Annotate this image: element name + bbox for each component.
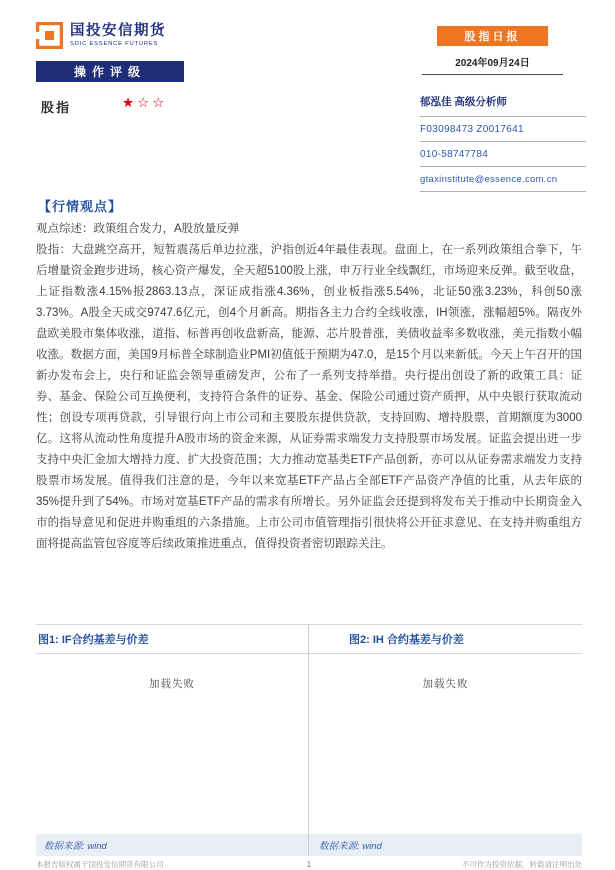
figure-1-chart-area bbox=[36, 654, 308, 834]
analyst-credentials: F03098473 Z0017641 bbox=[420, 117, 586, 142]
summary-line: 观点综述：政策组合发力，A股放量反弹 bbox=[36, 223, 240, 235]
company-name-cn: 国投安信期货 bbox=[70, 22, 166, 39]
figure-1-title: 图1: IF合约基差与价差 bbox=[36, 625, 308, 654]
rating-section-badge: 操作评级 bbox=[36, 61, 184, 82]
rating-stars: ★☆☆ bbox=[122, 95, 168, 110]
page-number: 1 bbox=[306, 860, 312, 869]
analyst-info bbox=[420, 92, 586, 192]
figure-1 bbox=[36, 625, 309, 856]
company-logo-icon bbox=[36, 22, 63, 49]
instrument-name: 股指 bbox=[41, 100, 72, 115]
body-paragraph: 股指：大盘跳空高开，短暂震荡后单边拉涨，沪指创近4年最佳表现。盘面上，在一系列政策组合拳下，午后增量资金跑步进场，核心资产爆发，全天超5100股上涨，申万行业全线飘红，市场迎来反弹。截至收盘，上证指数涨4.15%报2863.13点，深证成指涨4.36%，创业板指涨5.54%，北证50涨3.23%，科创50涨3.73%。A股全天成交9747.6亿元，创4个月新高。期指各主力合约全线收涨，IH领涨，涨幅超5%。隔夜外盘欧美股市集体收涨，道指、标普再创收盘新高，能源、芯片股普涨，美债收益率多数收涨，美元指数小幅收涨。数据方面，美国9月标普全球制造业PMI初值低于预期为47.0，是15个月以来新低。今天上午召开的国新办发布会上，央行和证监会领导重磅发声，公布了一系列支持举措。央行提出创设了新的政策工具：证券、基金、保险公司互换便利，支持符合条件的证券、基金、保险公司通过资产质押，从中央银行获取流动性；创设专项再贷款，引导银行向上市公司和主要股东提供贷款，支持回购、增持股票，首期额度为3000亿。这将从流动性角度提升A股市场的资金来源，从证券需求端发力支持股票市场发展。证监会提出进一步支持中央汇金加大增持力度、扩大投资范围；大力推动宽基类ETF产品创新，亦可以从证券需求端发力支持股票市场发展。值得我们注意的是，今年以来宽基ETF产品占全部ETF产品资产净值的比重，从去年底的35%提升到了54%。市场对宽基ETF产品的需求有所增长。另外证监会还提到将发布关于推动中长期资金入市的指导意见和促进并购重组的六条措施。上市公司市值管理指引很快将公开征求意见、在支持并购重组方面将提高监管包容度等后续政策推进重点，值得投资者密切跟踪关注。 bbox=[36, 244, 582, 550]
report-date: 2024年09月24日 bbox=[422, 54, 563, 75]
analyst-phone: 010-58747784 bbox=[420, 142, 586, 167]
page-footer bbox=[36, 859, 582, 870]
figure-1-load-failed-text: 加载失败 bbox=[149, 678, 195, 690]
company-logo-text bbox=[70, 24, 166, 48]
figure-1-data-source: 数据来源: wind bbox=[36, 834, 308, 856]
figure-2-chart-area bbox=[309, 654, 582, 834]
footer-copyright: 本报告版权属于国投安信期货有限公司 bbox=[36, 860, 164, 869]
figure-2 bbox=[309, 625, 582, 856]
analyst-email: gtaxinstitute@essence.com.cn bbox=[420, 167, 586, 192]
footer-disclaimer: 不可作为投资依据，转载请注明出处 bbox=[462, 860, 582, 869]
company-name-en: SDIC ESSENCE FUTURES bbox=[70, 41, 159, 48]
report-body bbox=[36, 219, 582, 555]
figure-2-load-failed-text: 加载失败 bbox=[422, 678, 469, 690]
section-title: 【行情观点】 bbox=[38, 199, 123, 214]
company-logo bbox=[36, 22, 166, 49]
report-type-badge: 股指日报 bbox=[437, 26, 548, 46]
figure-2-data-source: 数据来源: wind bbox=[309, 834, 582, 856]
analyst-name: 郁泓佳 高级分析师 bbox=[420, 92, 586, 117]
figures-table bbox=[36, 624, 582, 856]
figure-2-title: 图2: IH 合约基差与价差 bbox=[309, 625, 582, 654]
